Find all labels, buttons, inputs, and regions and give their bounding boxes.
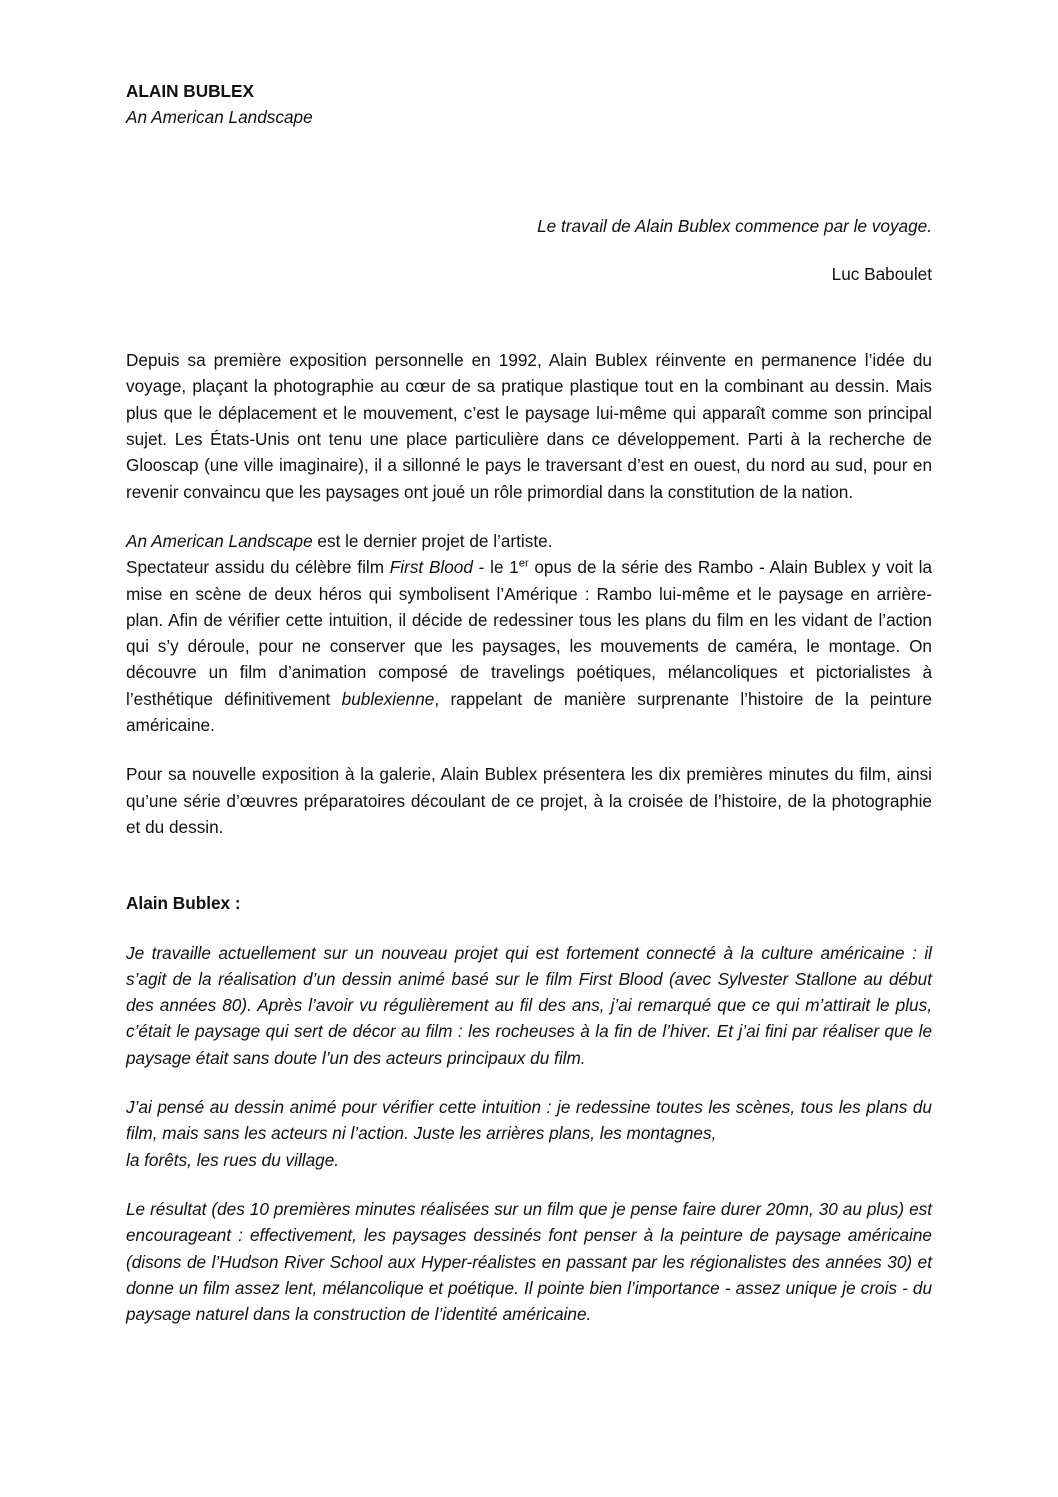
description-text-b: - le 1 bbox=[472, 557, 519, 578]
project-title: An American Landscape bbox=[126, 107, 313, 128]
description-text-a: Spectateur assidu du célèbre film bbox=[126, 557, 390, 578]
statement-paragraph-2-line-2: la forêts, les rues du village. bbox=[126, 1149, 340, 1170]
project-paragraph bbox=[126, 528, 932, 554]
statement-paragraph-1: Je travaille actuellement sur un nouveau projet qui est fortement connecté à la culture américaine : il s’agit de la réalisation d’un dessin animé basé sur le film First Blood (avec Sylvester Stallone au début des années 80). Après l’avoir vu régulièrement au fil des ans, j’ai remarqué que ce qui m’attirait le plus, c’était le paysage qui sert de décor au film : les rocheuses à la fin de l’hiver. Et j’ai fini par réaliser que le paysage était sans doute l’un des acteurs principaux du film. bbox=[126, 942, 932, 1068]
description-text-d: , rappelant de manière surprenante l’histoire de la peinture américaine. bbox=[126, 688, 932, 736]
film-title-inline: First Blood bbox=[389, 557, 473, 578]
project-paragraph-text: est le dernier projet de l’artiste. bbox=[312, 530, 553, 551]
description-paragraph bbox=[126, 554, 932, 738]
exhibition-paragraph: Pour sa nouvelle exposition à la galerie, Alain Bublex présentera les dix premières minutes du film, ainsi qu’une série d’œuvres préparatoires découlant de ce projet, à la croisée de l’histoire, de la photographie et du dessin. bbox=[126, 764, 932, 837]
title-block bbox=[126, 78, 932, 131]
intro-paragraph: Depuis sa première exposition personnelle en 1992, Alain Bublex réinvente en permanence l’idée du voyage, plaçant la photographie au cœur de sa pratique plastique tout en la combinant au dessin. Mais plus que le déplacement et le mouvement, c’est le paysage lui-même qui apparaît comme son principal sujet. Les États-Unis ont tenu une place particulière dans ce développement. Parti à la recherche de Glooscap (une ville imaginaire), il a sillonné le pays le traversant d’est en ouest, du nord au sud, pour en revenir convaincu que les paysages ont joué un rôle primordial dans la constitution de la nation. bbox=[126, 350, 932, 502]
project-title-inline: An American Landscape bbox=[126, 530, 313, 551]
artist-name: ALAIN BUBLEX bbox=[126, 81, 254, 101]
ordinal-superscript: er bbox=[518, 557, 529, 570]
statement-heading: Alain Bublex : bbox=[126, 893, 241, 914]
description-text-c: opus de la série des Rambo - Alain Bublex y voit la mise en scène de deux héros qui symbolisent l’Amérique : Rambo lui-même et le paysage en arrière-plan. Afin de vérifier cette intuition, il décide de redessiner tous les plans du film en les vidant de l’action qui s’y déroule, pour ne conserver que les paysages, les mouvements de caméra, le montage. On découvre un film d’animation composé de travelings poétiques, mélancoliques et pictorialistes à l’esthétique définitivement bbox=[126, 557, 933, 709]
epigraph-quote: Le travail de Alain Bublex commence par le voyage. bbox=[537, 215, 932, 236]
statement-paragraph-2-line-1: J’ai pensé au dessin animé pour vérifier cette intuition : je redessine toutes les scènes, tous les plans du film, mais sans les acteurs ni l’action. Juste les arrières plans, les montagnes, bbox=[126, 1097, 932, 1144]
statement-paragraph-3: Le résultat (des 10 premières minutes réalisées sur un film que je pense faire durer 20mn, 30 au plus) est encourageant : effectivement, les paysages dessinés font penser à la peinture de paysage américaine (disons de l’Hudson River School aux Hyper-réalistes en passant par les régionalistes des années 30) et donne un film assez lent, mélancolique et poétique. Il pointe bien l’importance - assez unique je crois - du paysage naturel dans la construction de l’identité américaine. bbox=[126, 1198, 932, 1325]
bublexienne-inline: bublexienne bbox=[341, 688, 435, 709]
document-body bbox=[126, 78, 932, 1327]
statement-paragraph-2 bbox=[126, 1094, 932, 1173]
epigraph-author: Luc Baboulet bbox=[831, 263, 932, 284]
